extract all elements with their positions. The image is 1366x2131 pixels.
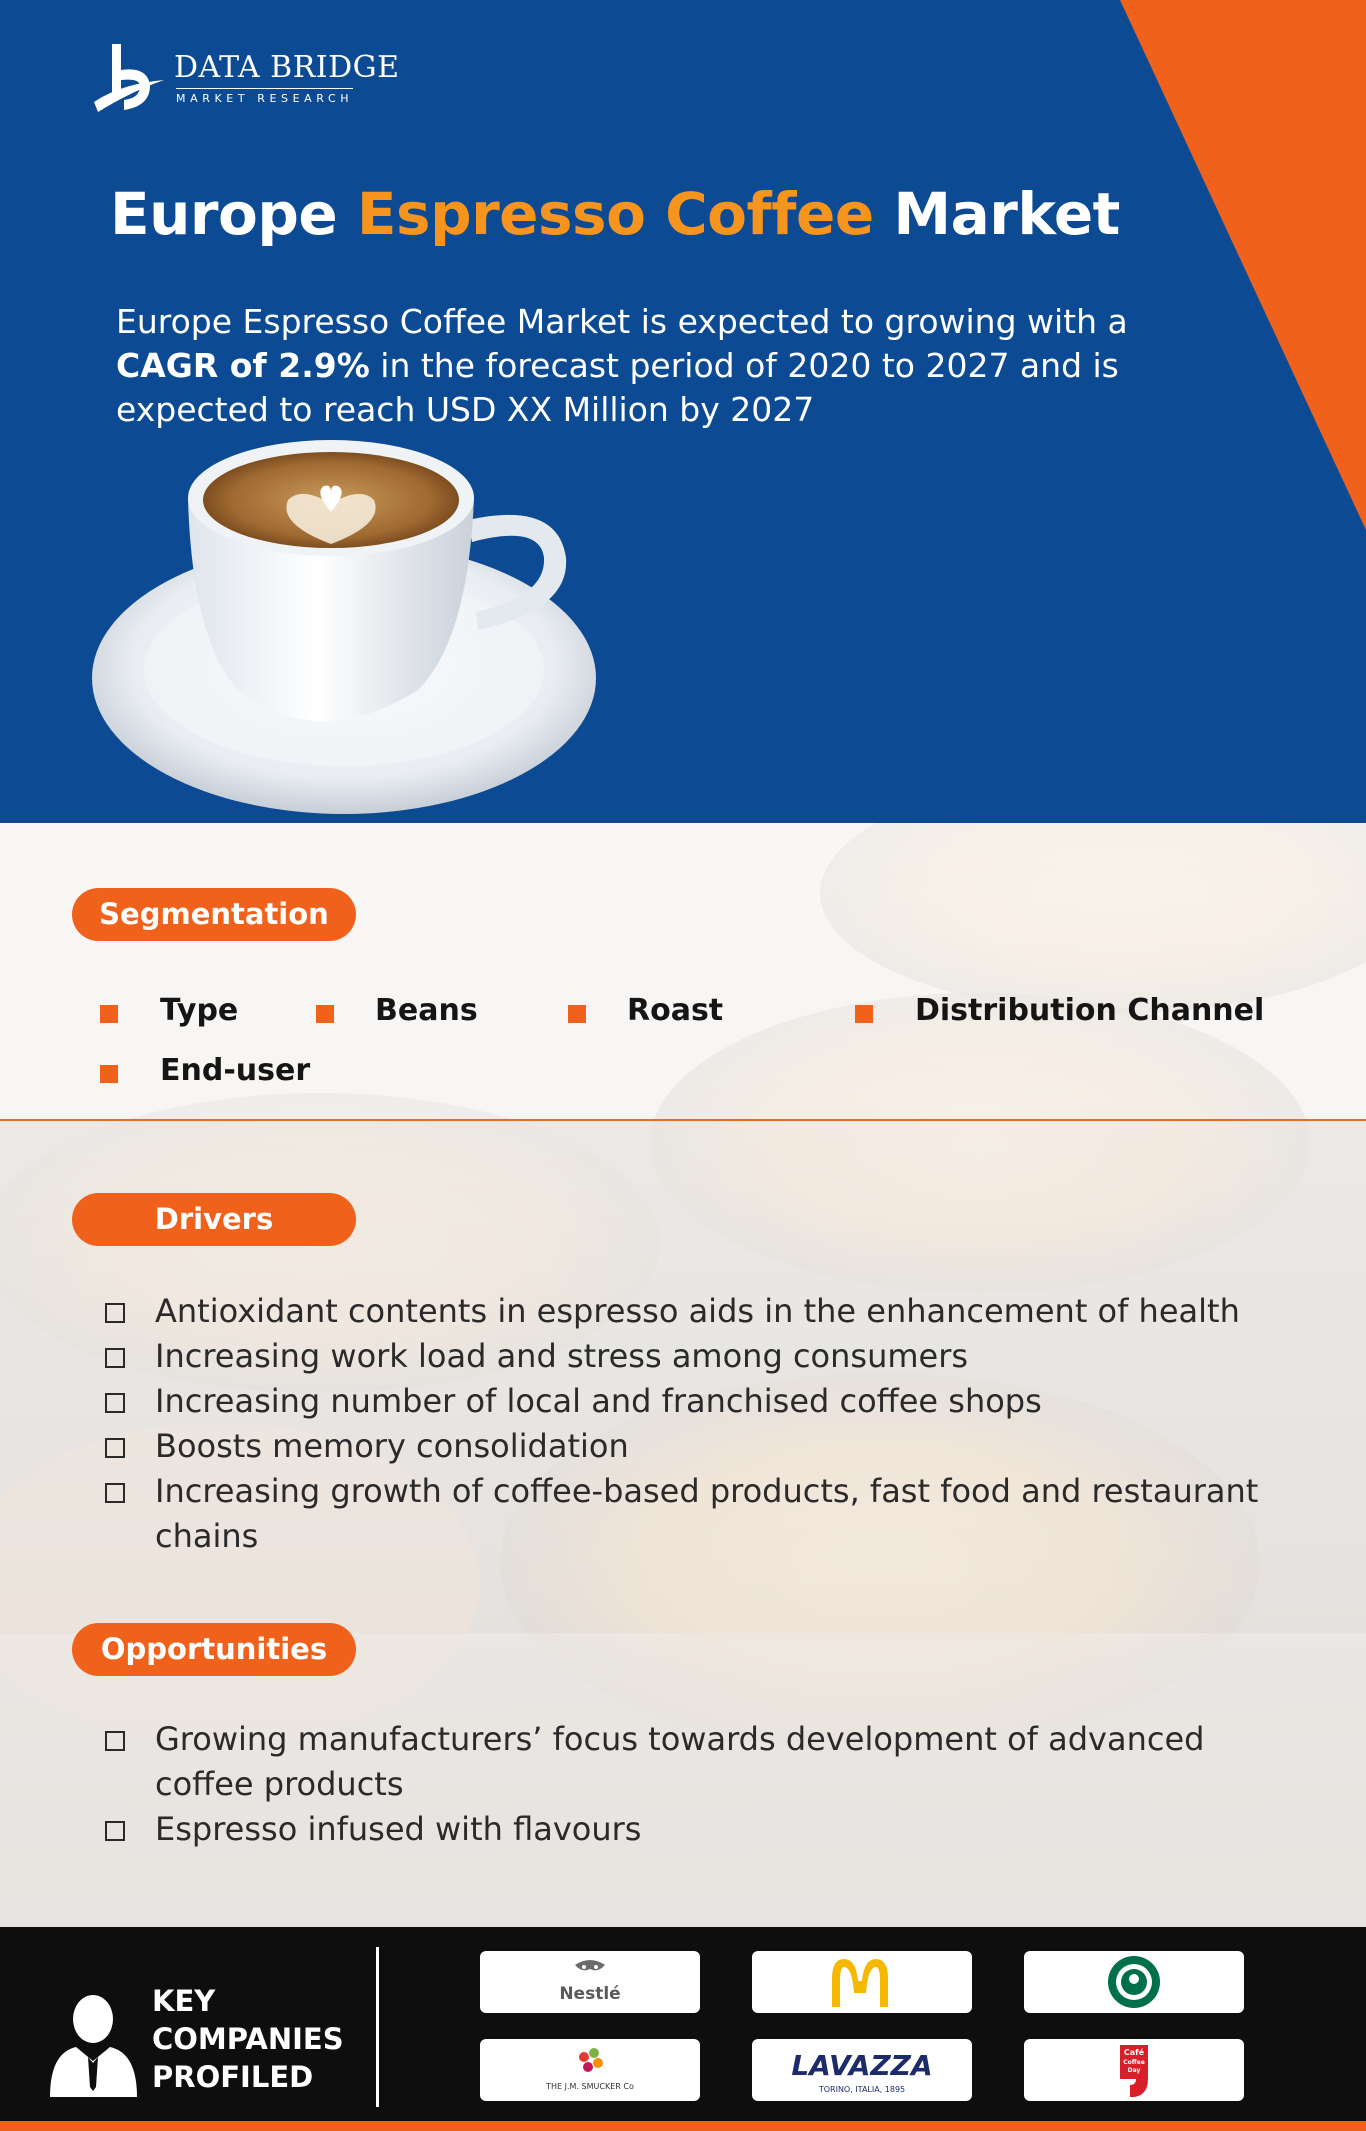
content-area	[0, 823, 1366, 1927]
summary-text-post: in the forecast period of 2020 to 2027 and is expected to reach USD XX Million by 2027	[116, 346, 1119, 429]
heading-line: PROFILED	[152, 2060, 314, 2094]
segment-roast: Roast	[627, 993, 724, 1028]
mcdonalds-logo	[752, 1951, 972, 2013]
segmentation-label: Segmentation	[72, 888, 356, 941]
nestle-wordmark: Nestlé	[559, 1984, 621, 2004]
page-title	[110, 180, 1120, 248]
bullet-square-icon	[568, 1005, 586, 1023]
checkbox-icon	[105, 1348, 125, 1368]
driver-text: Increasing number of local and franchised coffee shops	[155, 1382, 1042, 1420]
driver-text: Increasing work load and stress among consumers	[155, 1337, 969, 1375]
checkbox-icon	[105, 1731, 125, 1751]
list-item	[100, 1379, 1300, 1424]
key-companies-footer	[0, 1927, 1366, 2131]
ccd-wordmark: Coffee	[1123, 2059, 1145, 2066]
driver-text: Boosts memory consolidation	[155, 1427, 629, 1465]
opportunity-text: Espresso infused with flavours	[155, 1810, 642, 1848]
starbucks-logo	[1024, 1951, 1244, 2013]
drivers-label: Drivers	[72, 1193, 356, 1246]
segment-beans: Beans	[375, 993, 478, 1028]
segment-end-user: End-user	[160, 1053, 311, 1088]
summary-text-pre: Europe Espresso Coffee Market is expected to growing with a	[116, 302, 1128, 341]
title-pre: Europe	[110, 180, 338, 248]
data-bridge-logo	[90, 40, 400, 120]
opportunities-label: Opportunities	[72, 1623, 356, 1676]
ccd-wordmark: Day	[1127, 2067, 1141, 2074]
title-post: Market	[893, 180, 1120, 248]
drivers-list	[100, 1289, 1300, 1559]
brand-name: DATA BRIDGE	[174, 50, 400, 85]
jm-smucker-logo	[480, 2039, 700, 2101]
smucker-logo-icon	[480, 2039, 700, 2101]
bottom-accent-bar	[0, 2121, 1366, 2131]
bullet-square-icon	[855, 1005, 873, 1023]
bullet-square-icon	[100, 1005, 118, 1023]
checkbox-icon	[105, 1393, 125, 1413]
checkbox-icon	[105, 1438, 125, 1458]
ccd-logo-icon	[1024, 2039, 1244, 2101]
lavazza-wordmark-icon	[752, 2039, 972, 2101]
driver-text: Antioxidant contents in espresso aids in the enhancement of health	[155, 1292, 1240, 1330]
list-item	[100, 1807, 1300, 1852]
list-item	[100, 1717, 1250, 1807]
heading-line: COMPANIES	[152, 2022, 344, 2056]
opportunities-list	[100, 1717, 1300, 1852]
businessman-icon	[46, 1987, 141, 2097]
list-item	[100, 1424, 1300, 1469]
checkbox-icon	[105, 1821, 125, 1841]
driver-text: Increasing growth of coffee-based products, fast food and restaurant chains	[155, 1472, 1259, 1555]
bullet-square-icon	[100, 1065, 118, 1083]
data-bridge-logo-icon	[90, 40, 170, 120]
footer-divider	[376, 1947, 379, 2107]
checkbox-icon	[105, 1483, 125, 1503]
lavazza-wordmark: LAVAZZA	[791, 2049, 933, 2082]
cafe-coffee-day-logo	[1024, 2039, 1244, 2101]
smucker-wordmark: THE J.M. SMUCKER Co	[546, 2082, 634, 2091]
espresso-cup-image	[88, 440, 608, 820]
hero-banner	[0, 0, 1366, 823]
ccd-wordmark: Café	[1123, 2048, 1145, 2057]
golden-arches-icon	[752, 1951, 972, 2013]
list-item	[100, 1469, 1300, 1559]
opportunity-text: Growing manufacturers’ focus towards development of advanced coffee products	[155, 1720, 1205, 1803]
nestle-logo-icon	[480, 1951, 700, 2013]
bullet-square-icon	[316, 1005, 334, 1023]
list-item	[100, 1334, 1300, 1379]
segment-type: Type	[160, 993, 239, 1028]
cagr-highlight: CAGR of 2.9%	[116, 346, 370, 385]
segment-distribution-channel: Distribution Channel	[915, 993, 1265, 1028]
section-divider	[0, 1119, 1366, 1121]
market-summary	[116, 300, 1226, 432]
heading-line: KEY	[152, 1984, 216, 2018]
nestle-logo	[480, 1951, 700, 2013]
key-companies-heading	[152, 1982, 344, 2096]
lavazza-logo	[752, 2039, 972, 2101]
checkbox-icon	[105, 1303, 125, 1323]
title-accent: Espresso Coffee	[356, 180, 874, 248]
brand-tagline: MARKET RESEARCH	[176, 88, 353, 105]
starbucks-siren-icon	[1024, 1951, 1244, 2013]
lavazza-subtitle: TORINO, ITALIA, 1895	[818, 2085, 906, 2094]
list-item	[100, 1289, 1300, 1334]
